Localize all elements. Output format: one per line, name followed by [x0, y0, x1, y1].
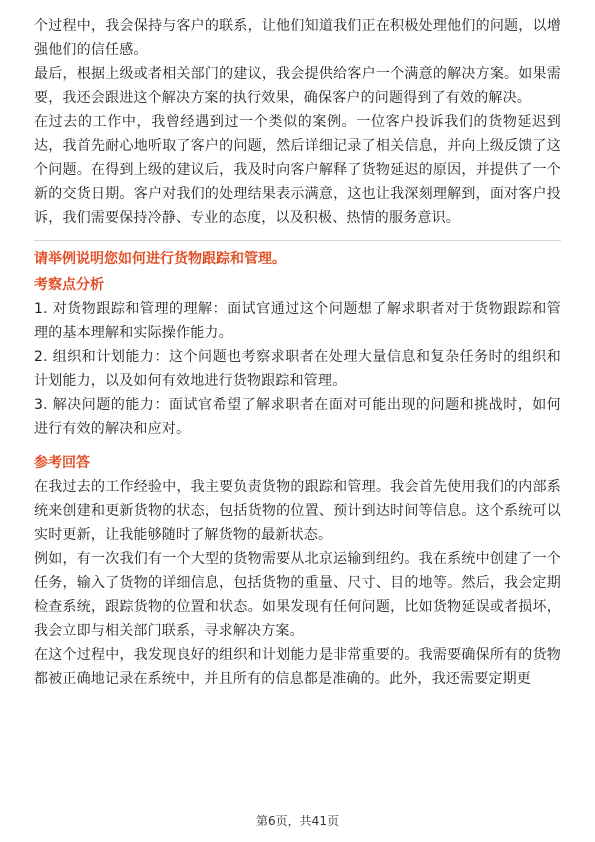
analysis-title: 考察点分析	[34, 277, 104, 293]
analysis-item: 2. 组织和计划能力：这个问题也考察求职者在处理大量信息和复杂任务时的组织和计划能力，以及如何有效地进行货物跟踪和管理。	[34, 349, 561, 389]
answer-title: 参考回答	[34, 455, 90, 471]
intro-paragraph: 在过去的工作中，我曾经遇到过一个类似的案例。一位客户投诉我们的货物延迟到达，我首先耐心地听取了客户的问题，然后详细记录了相关信息，并向上级反馈了这个问题。在得到上级的建议后，我及时向客户解释了货物延迟的原因，并提供了一个新的交货日期。客户对我们的处理结果表示满意，这也让我深刻理解到，面对客户投诉，我们需要保持冷静、专业的态度，以及积极、热情的服务意识。	[34, 114, 561, 226]
answer-paragraph: 在我过去的工作经验中，我主要负责货物的跟踪和管理。我会首先使用我们的内部系统来创建和更新货物的状态，包括货物的位置、预计到达时间等信息。这个系统可以实时更新，让我能够随时了解货物的最新状态。	[34, 479, 561, 543]
answer-paragraph: 例如，有一次我们有一个大型的货物需要从北京运输到纽约。我在系统中创建了一个任务，输入了货物的详细信息，包括货物的重量、尺寸、目的地等。然后，我会定期检查系统，跟踪货物的位置和状态。如果发现有任何问题，比如货物延误或者损坏，我会立即与相关部门联系，寻求解决方案。	[34, 551, 561, 639]
intro-paragraph: 个过程中，我会保持与客户的联系，让他们知道我们正在积极处理他们的问题，以增强他们的信任感。	[34, 18, 561, 58]
intro-paragraph: 最后，根据上级或者相关部门的建议，我会提供给客户一个满意的解决方案。如果需要，我还会跟进这个解决方案的执行效果，确保客户的问题得到了有效的解决。	[34, 66, 561, 106]
analysis-item: 3. 解决问题的能力：面试官希望了解求职者在面对可能出现的问题和挑战时，如何进行有效的解决和应对。	[34, 397, 561, 437]
question-heading: 请举例说明您如何进行货物跟踪和管理。	[34, 251, 286, 267]
answer-paragraph: 在这个过程中，我发现良好的组织和计划能力是非常重要的。我需要确保所有的货物都被正确地记录在系统中，并且所有的信息都是准确的。此外，我还需要定期更	[34, 647, 561, 687]
analysis-item: 1. 对货物跟踪和管理的理解：面试官通过这个问题想了解求职者对于货物跟踪和管理的基本理解和实际操作能力。	[34, 301, 561, 341]
section-divider	[34, 240, 561, 241]
page-number: 第6页，共41页	[256, 814, 339, 828]
document-page	[34, 14, 561, 691]
